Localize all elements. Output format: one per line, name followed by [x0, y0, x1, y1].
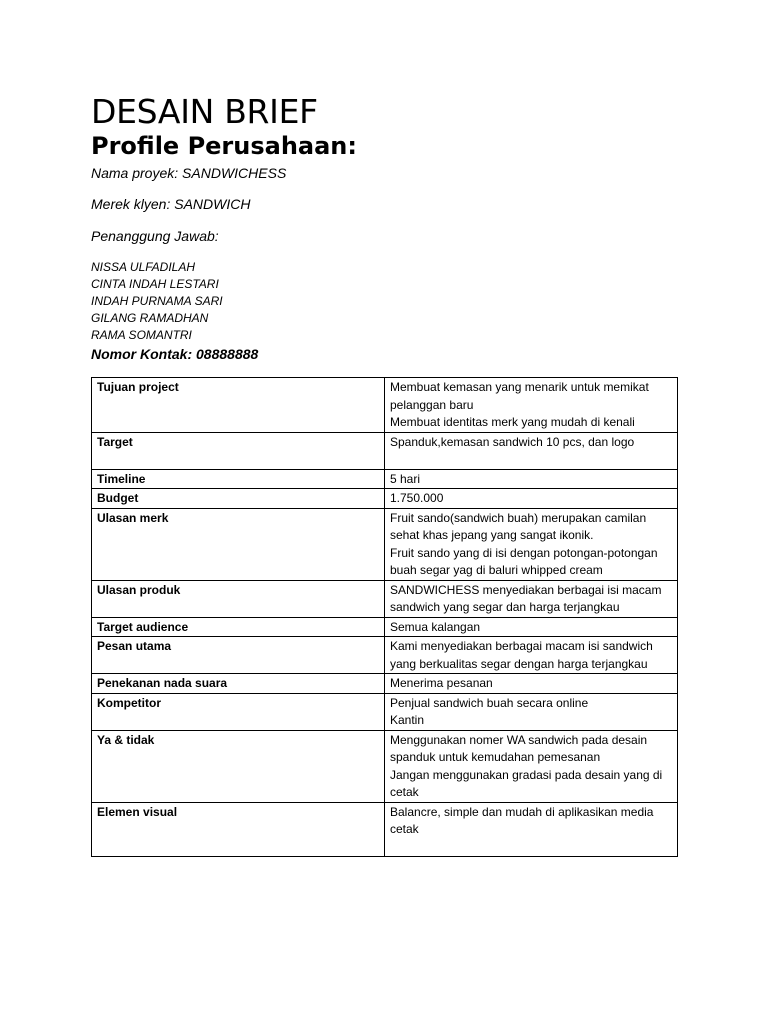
table-row — [92, 802, 678, 857]
row-value-line: Spanduk,kemasan sandwich 10 pcs, dan logo — [390, 434, 635, 449]
row-value-line: Balancre, simple dan mudah di aplikasikan media cetak — [390, 804, 654, 836]
table-row — [92, 693, 678, 730]
team-member: NISSA ULFADILAH — [91, 260, 196, 274]
row-label: Kompetitor — [92, 693, 385, 730]
table-row — [92, 469, 678, 489]
row-label: Ulasan merk — [92, 508, 385, 580]
brief-table — [91, 377, 678, 857]
client-brand-line — [91, 195, 678, 213]
team-member: INDAH PURNAMA SARI — [91, 294, 223, 308]
document-body — [91, 92, 678, 363]
row-label: Budget — [92, 489, 385, 509]
project-name-label: Nama proyek: — [91, 165, 179, 181]
project-name-line — [91, 164, 678, 182]
contact-line — [91, 345, 678, 363]
table-row — [92, 508, 678, 580]
brief-table-body — [92, 378, 678, 857]
row-label: Ya & tidak — [92, 730, 385, 802]
row-value — [385, 730, 678, 802]
client-brand-value: SANDWICH — [174, 196, 251, 212]
table-row — [92, 730, 678, 802]
table-row — [92, 432, 678, 469]
row-value-line: Membuat kemasan yang menarik untuk memikat pelanggan baru — [390, 380, 649, 412]
row-value — [385, 674, 678, 694]
table-row — [92, 674, 678, 694]
table-row — [92, 378, 678, 433]
responsible-heading: Penanggung Jawab: — [91, 228, 219, 244]
table-row — [92, 580, 678, 617]
row-value — [385, 432, 678, 469]
row-value — [385, 637, 678, 674]
row-value-line: Menggunakan nomer WA sandwich pada desain spanduk untuk kemudahan pemesanan — [390, 732, 648, 764]
table-row — [92, 637, 678, 674]
row-value-line: Penjual sandwich buah secara online — [390, 695, 589, 710]
row-label: Timeline — [92, 469, 385, 489]
row-value-line: Menerima pesanan — [390, 676, 493, 690]
section-heading: Profile Perusahaan: — [91, 132, 357, 160]
team-member: RAMA SOMANTRI — [91, 328, 192, 342]
row-value-line — [390, 451, 672, 469]
row-value — [385, 802, 678, 857]
team-member: GILANG RAMADHAN — [91, 311, 209, 325]
row-value — [385, 693, 678, 730]
row-label: Target — [92, 432, 385, 469]
row-label: Target audience — [92, 617, 385, 637]
row-value — [385, 378, 678, 433]
row-value-line: 5 hari — [390, 471, 421, 486]
row-value-line: Kami menyediakan berbagai macam isi sandwich yang berkualitas segar dengan harga terjangkau — [390, 639, 653, 671]
team-member-list — [91, 259, 678, 344]
table-row — [92, 489, 678, 509]
row-value — [385, 580, 678, 617]
contact-number: 08888888 — [196, 346, 259, 362]
row-value-line: Fruit sando yang di isi dengan potongan-potongan buah segar yag di baluri whipped cream — [390, 545, 658, 577]
row-value — [385, 508, 678, 580]
row-value — [385, 489, 678, 509]
row-value-line: Membuat identitas merk yang mudah di kenali — [390, 415, 635, 429]
row-label: Penekanan nada suara — [92, 674, 385, 694]
document-title: DESAIN BRIEF — [91, 92, 318, 131]
client-brand-label: Merek klyen: — [91, 196, 171, 212]
row-value — [385, 617, 678, 637]
row-value-line: 1.750.000 — [390, 491, 444, 505]
contact-label: Nomor Kontak: — [91, 346, 193, 362]
row-value-line: SANDWICHESS menyediakan berbagai isi macam sandwich yang segar dan harga terjangkau — [390, 582, 662, 614]
project-name-value: SANDWICHESS — [182, 165, 287, 181]
row-label: Ulasan produk — [92, 580, 385, 617]
row-label: Pesan utama — [92, 637, 385, 674]
row-value-line: Fruit sando(sandwich buah) merupakan camilan sehat khas jepang yang sangat ikonik. — [390, 510, 647, 542]
row-label: Elemen visual — [92, 802, 385, 857]
row-value-line — [390, 839, 672, 857]
row-value-line: Kantin — [390, 713, 425, 727]
row-value-line: Jangan menggunakan gradasi pada desain yang di cetak — [390, 767, 663, 799]
row-label: Tujuan project — [92, 378, 385, 433]
team-member: CINTA INDAH LESTARI — [91, 277, 219, 291]
table-row — [92, 617, 678, 637]
row-value-line: Semua kalangan — [390, 619, 481, 634]
row-value — [385, 469, 678, 489]
